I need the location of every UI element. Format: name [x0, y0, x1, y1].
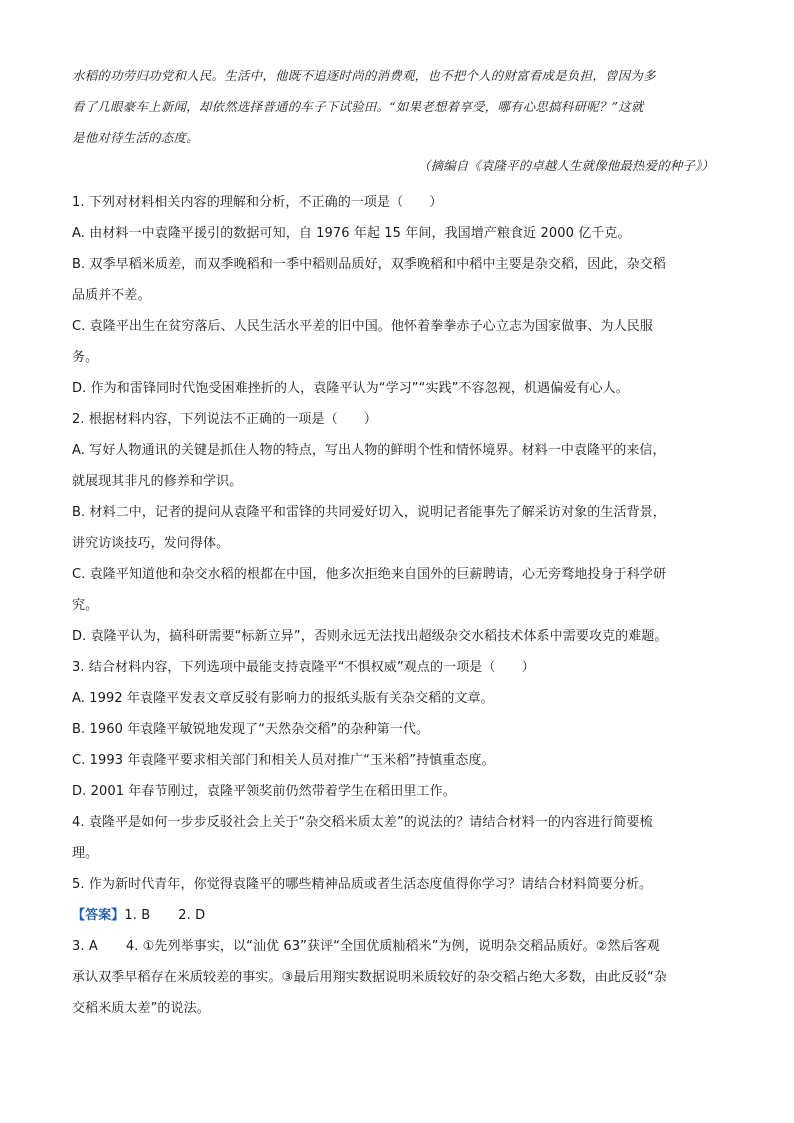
question-3-option-b: B. 1960 年袁隆平敏锐地发现了“天然杂交稻”的杂种第一代。 [72, 722, 430, 737]
question-2-option-b: B. 材料二中，记者的提问从袁隆平和雷锋的共同爱好切入，说明记者能事先了解采访对象的生活背景， [72, 505, 666, 520]
answer-tag: 【答案】 [72, 908, 125, 923]
question-1-stem: 1. 下列对材料相关内容的理解和分析，不正确的一项是（ ） [72, 195, 443, 210]
question-2-option-a-cont: 就展现其非凡的修养和学识。 [72, 474, 243, 489]
question-3-option-c: C. 1993 年袁隆平要求相关部门和相关人员对推广“玉米稻”持慎重态度。 [72, 753, 495, 768]
question-2-option-a: A. 写好人物通讯的关键是抓住人物的特点，写出人物的鲜明个性和情怀境界。材料一中袁隆平的来信， [72, 443, 666, 458]
question-3-stem: 3. 结合材料内容，下列选项中最能支持袁隆平“不惧权威”观点的一项是（ ） [72, 660, 535, 675]
question-2-option-b-cont: 讲究访谈技巧，发问得体。 [72, 536, 230, 551]
answer-4: 4. ①先列举事实，以“汕优 63”获评“全国优质籼稻米”为例，说明杂交稻品质好。②然后客观 [125, 939, 660, 954]
question-4-stem: 4. 袁隆平是如何一步步反驳社会上关于“杂交稻米质太差”的说法的？请结合材料一的内容进行简要梳 [72, 815, 653, 830]
question-3-option-a: A. 1992 年袁隆平发表文章反驳有影响力的报纸头版有关杂交稻的文章。 [72, 691, 494, 706]
question-2-option-c: C. 袁隆平知道他和杂交水稻的根都在中国，他多次拒绝来自国外的巨薪聘请，心无旁骛地投身于科学研 [72, 567, 667, 582]
passage-source: （摘编自《袁隆平的卓越人生就像他最热爱的种子》） [418, 158, 714, 173]
answer-4-cont: 交稻米质太差”的说法。 [72, 1001, 210, 1016]
answer-3: 3. A [72, 939, 98, 954]
passage-line: 看了几眼豪车上新闻，却依然选择普通的车子下试验田。“如果老想着享受，哪有心思搞科研呢？”这就 [72, 99, 644, 114]
question-section [72, 187, 724, 1024]
question-1-option-c-cont: 务。 [72, 350, 99, 365]
question-2-option-c-cont: 究。 [72, 598, 99, 613]
question-1-option-a: A. 由材料一中袁隆平援引的数据可知，自 1976 年起 15 年间，我国增产粮食近 2000 亿千克。 [72, 226, 631, 241]
passage-excerpt [72, 60, 726, 153]
passage-line: 是他对待生活的态度。 [72, 130, 199, 145]
question-4-stem-cont: 理。 [72, 846, 99, 861]
question-5-stem: 5. 作为新时代青年，你觉得袁隆平的哪些精神品质或者生活态度值得你学习？请结合材料简要分析。 [72, 877, 653, 892]
answer-4-cont: 承认双季早稻存在米质较差的事实。③最后用翔实数据说明米质较好的杂交稻占绝大多数，由此反驳“杂 [72, 970, 667, 985]
question-2-option-d: D. 袁隆平认为，搞科研需要“标新立异”，否则永远无法找出超级杂交水稻技术体系中需要攻克的难题。 [72, 629, 668, 644]
answer-line-2 [72, 931, 724, 962]
passage-line: 水稻的功劳归功党和人民。生活中，他既不追逐时尚的消费观，也不把个人的财富看成是负担，曾因为多 [72, 68, 656, 83]
question-1-option-c: C. 袁隆平出生在贫穷落后、人民生活水平差的旧中国。他怀着拳拳赤子心立志为国家做事、为人民服 [72, 319, 653, 334]
question-1-option-b-cont: 品质并不差。 [72, 288, 151, 303]
answer-1: 1. B [124, 908, 151, 923]
answer-line-1 [72, 900, 724, 931]
question-1-option-d: D. 作为和雷锋同时代饱受困难挫折的人，袁隆平认为“学习”“实践”不容忽视，机遇偏爱有心人。 [72, 381, 629, 396]
question-2-stem: 2. 根据材料内容，下列说法不正确的一项是（ ） [72, 412, 378, 427]
question-1-option-b: B. 双季早稻米质差，而双季晚稻和一季中稻则品质好，双季晚稻和中稻中主要是杂交稻，因此，杂交稻 [72, 257, 666, 272]
question-3-option-d: D. 2001 年春节刚过，袁隆平领奖前仍然带着学生在稻田里工作。 [72, 784, 456, 799]
answer-2: 2. D [178, 908, 206, 923]
